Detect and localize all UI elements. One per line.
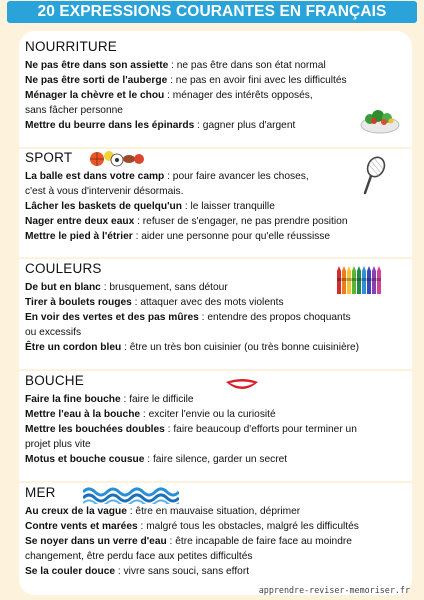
expression-line: Mettre le pied à l'étrier : aider une personne pour qu'elle réussisse — [25, 231, 331, 242]
expression-line: En voir des vertes et des pas mûres : entendre des propos choquants — [25, 312, 351, 323]
expression-line: Nager entre deux eaux : refuser de s'engager, ne pas prendre position — [25, 216, 348, 227]
expression-line: Contre vents et marées : malgré tous les obstacles, malgré les difficultés — [25, 521, 359, 532]
expression-line: De but en blanc : brusquement, sans détour — [25, 282, 228, 293]
expression-line: Tirer à boulets rouges : attaquer avec des mots violents — [25, 297, 284, 308]
expression-line: sans fâcher personne — [25, 105, 123, 116]
section-bouche — [25, 372, 407, 467]
section-title: NOURRITURE — [25, 39, 117, 54]
expressions-panel — [19, 31, 412, 595]
expression-line: Être un cordon bleu : être un très bon cuisinier (ou très bonne cuisinière) — [25, 342, 360, 353]
page-title: 20 EXPRESSIONS COURANTES EN FRANÇAIS — [7, 1, 417, 23]
section-nourriture — [25, 38, 407, 133]
sports-balls-icon — [89, 149, 145, 167]
section-title: BOUCHE — [25, 373, 84, 388]
salad-bowl-icon — [359, 105, 401, 135]
expression-line: Au creux de la vague : être en mauvaise situation, déprimer — [25, 506, 301, 517]
expression-line: Motus et bouche cousue : faire silence, garder un secret — [25, 454, 288, 465]
expression-line: changement, être perdu face aux petites difficultés — [25, 551, 253, 562]
expression-line: Ne pas être sorti de l'auberge : ne pas en avoir fini avec les difficultés — [25, 75, 347, 86]
expression-line: Faire la fine bouche : faire le difficile — [25, 394, 194, 405]
footer-website: apprendre-reviser-memoriser.fr — [258, 585, 410, 595]
mouth-icon — [224, 376, 260, 394]
crayons-icon — [336, 266, 382, 296]
expression-line: Mettre du beurre dans les épinards : gagner plus d'argent — [25, 120, 296, 131]
section-title: SPORT — [25, 150, 73, 165]
expression-line: Ménager la chèvre et le chou : ménager des intérêts opposés, — [25, 90, 313, 101]
expression-line: Lâcher les baskets de quelqu'un : le laisser tranquille — [25, 201, 275, 212]
section-divider — [19, 369, 412, 371]
section-sport — [25, 149, 407, 244]
section-divider — [19, 481, 412, 483]
expression-line: La balle est dans votre camp : pour faire avancer les choses, — [25, 171, 309, 182]
expression-line: Mettre l'eau à la bouche : exciter l'envie ou la curiosité — [25, 409, 276, 420]
waves-icon — [83, 486, 179, 504]
expression-line: Mettre les bouchées doubles : faire beaucoup d'efforts pour terminer un — [25, 424, 357, 435]
expression-line: ou excessifs — [25, 327, 82, 338]
section-title: COULEURS — [25, 261, 102, 276]
expression-line: Ne pas être dans son assiette : ne pas être dans son état normal — [25, 60, 326, 71]
tennis-racket-icon — [362, 156, 386, 196]
expression-line: Se noyer dans un verre d'eau : être incapable de faire face au moindre — [25, 536, 352, 547]
section-title: MER — [25, 485, 56, 500]
expression-line: projet plus vite — [25, 439, 91, 450]
section-divider — [19, 257, 412, 259]
expression-line: c'est à vous d'intervenir désormais. — [25, 186, 184, 197]
expression-line: Se la couler douce : vivre sans souci, sans effort — [25, 566, 250, 577]
